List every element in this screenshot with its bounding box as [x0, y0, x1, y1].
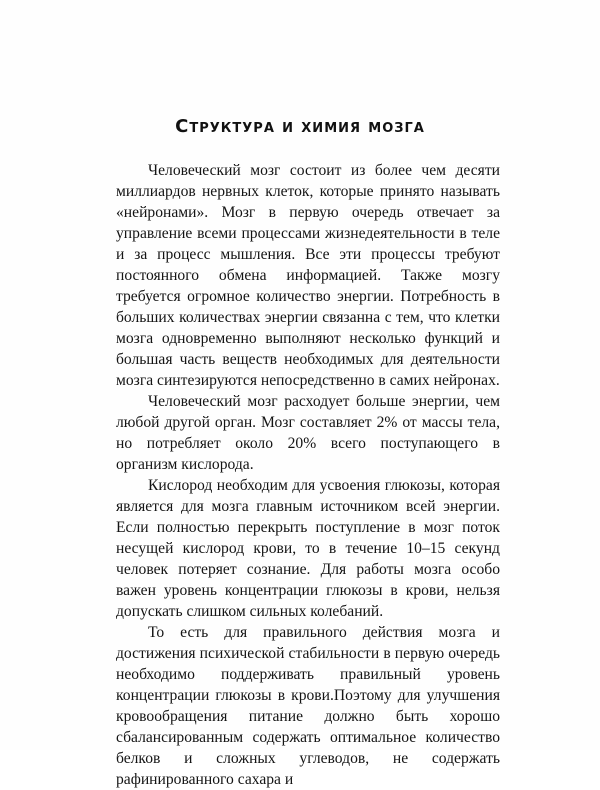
chapter-heading: Структура и химия мозга: [175, 116, 425, 137]
paragraph: Человеческий мозг состоит из более чем десяти миллиардов нервных клеток, которые принято называть «нейронами». Мозг в первую очередь отвечает за управление всеми процессами жизнедеятельности в теле и за процесс мышления. Все эти процессы требуют постоянного обмена информацией. Также мозгу требуется огромное количество энергии. Потребность в больших количествах энергии связанна с тем, что клетки мозга одновременно выполняют несколько функций и большая часть веществ необходимых для деятельности мозга синтезируются непосредственно в самих нейронах.: [116, 162, 500, 389]
paragraph: Человеческий мозг расходует больше энергии, чем любой другой орган. Мозг составляет 2% от массы тела, но потребляет около 20% всего поступающего в организм кислорода.: [116, 393, 500, 473]
paragraph: Кислород необходим для усвоения глюкозы, которая является для мозга главным источником всей энергии. Если полностью перекрыть поступление в мозг поток несущей кислород крови, то в течение 10–15 секунд человек потеряет сознание. Для работы мозга особо важен уровень концентрации глюкозы в крови, нельзя допускать слишком сильных колебаний.: [116, 477, 500, 620]
body-text: [116, 160, 500, 790]
paragraph: То есть для правильного действия мозга и достижения психической стабильности в первую очередь необходимо поддерживать правильный уровень концентрации глюкозы в крови.Поэтому для улучшения кровообращения питание должно быть хорошо сбалансированным содержать оптимальное количество белков и сложных углеводов, не содержать рафинированного сахара и: [116, 624, 500, 788]
